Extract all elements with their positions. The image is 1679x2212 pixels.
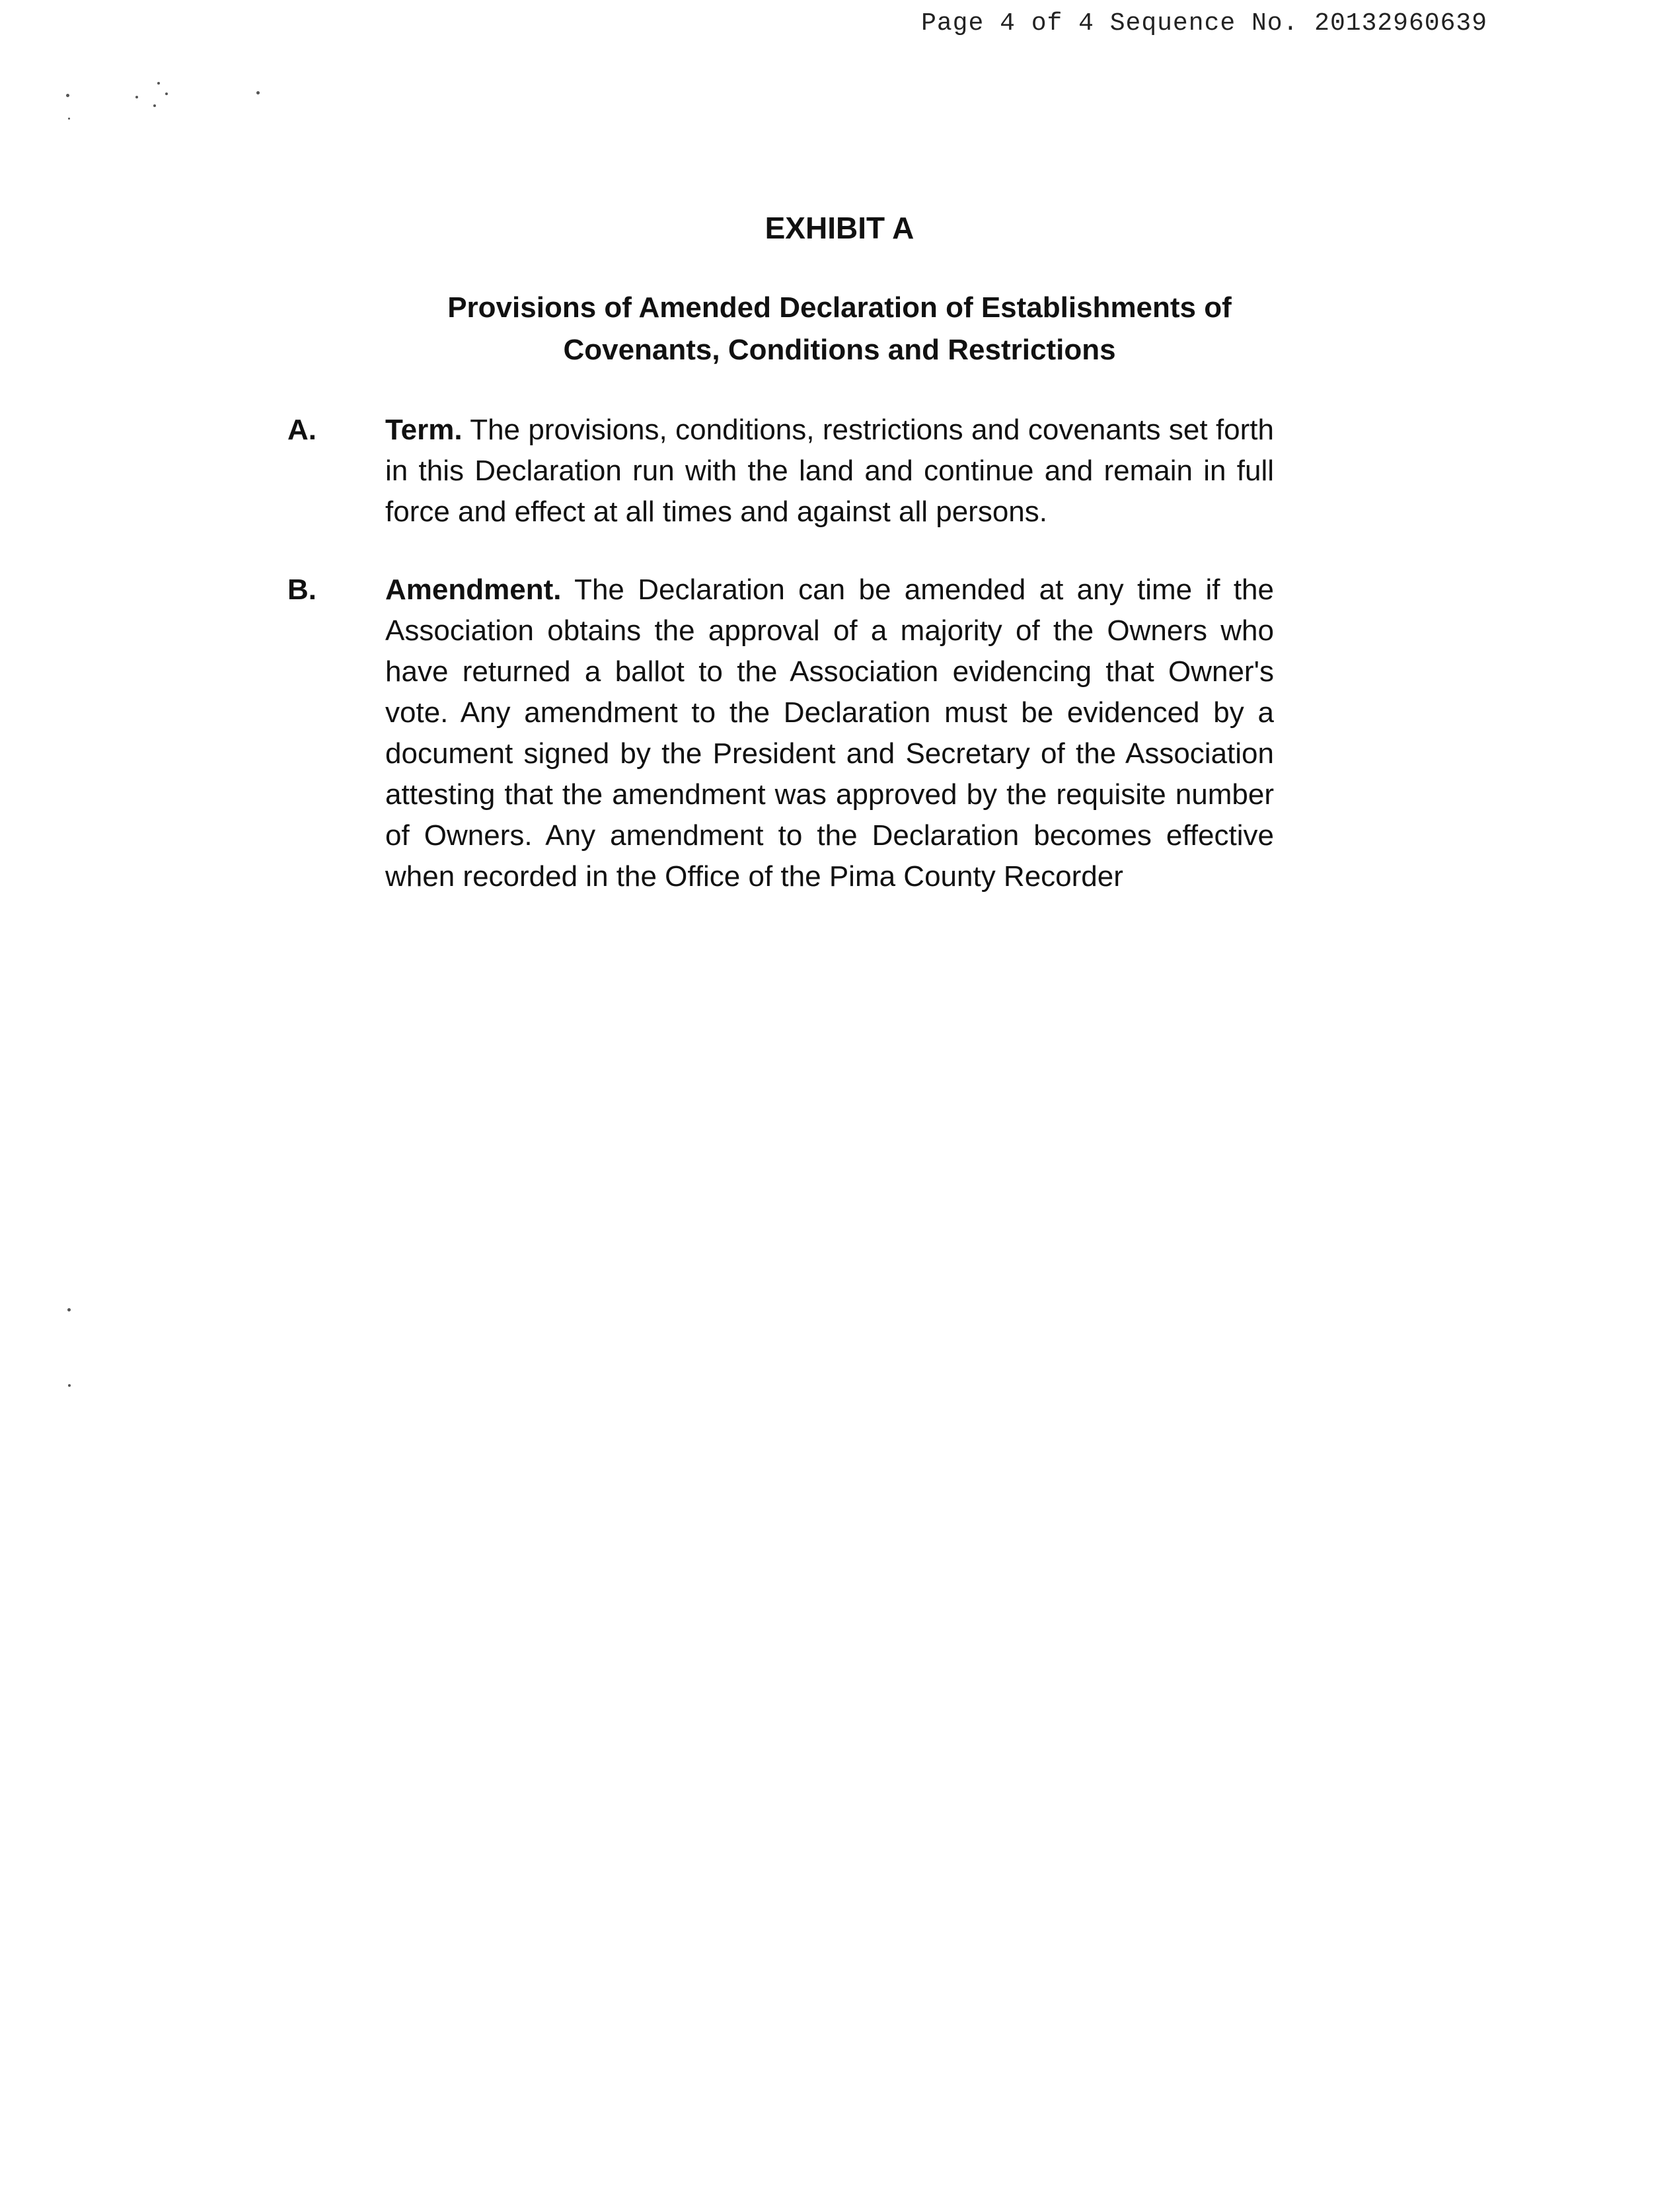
section-heading: Term. bbox=[385, 414, 463, 446]
scan-speck bbox=[153, 104, 156, 107]
section-body bbox=[385, 570, 1274, 897]
document-title-line-1: Provisions of Amended Declaration of Establishments of bbox=[447, 291, 1232, 324]
exhibit-title: EXHIBIT A bbox=[765, 211, 914, 245]
section-body bbox=[385, 410, 1274, 533]
scan-speck bbox=[67, 1308, 71, 1311]
scan-speck bbox=[68, 1384, 71, 1387]
scan-speck bbox=[66, 94, 69, 97]
scan-speck bbox=[256, 91, 260, 94]
scan-speck bbox=[157, 82, 160, 85]
scan-speck bbox=[135, 96, 138, 98]
section-letter: A. bbox=[287, 414, 317, 446]
document-title bbox=[0, 287, 1679, 371]
section-text: The provisions, conditions, restrictions and covenants set forth in this Declaration run with the land and continue and remain in full force and effect at all times and against all persons. bbox=[385, 414, 1274, 528]
section-heading: Amendment. bbox=[385, 573, 562, 606]
scan-speck bbox=[165, 92, 168, 95]
document-title-line-2: Covenants, Conditions and Restrictions bbox=[563, 334, 1116, 366]
scan-speck bbox=[68, 118, 70, 120]
section-letter: B. bbox=[287, 573, 317, 606]
section-text: The Declaration can be amended at any time if the Association obtains the approval of a majority of the Owners who have returned a ballot to the Association evidencing that Owner's vote. Any amendment to the Declaration must be evidenced by a document signed by the President and Secretary of the Association attesting that the amendment was approved by the requisite number of Owners. Any amendment to the Declaration becomes effective when recorded in the Office of the Pima County Recorder bbox=[385, 573, 1274, 893]
page-sequence-stamp: Page 4 of 4 Sequence No. 20132960639 bbox=[921, 9, 1487, 38]
